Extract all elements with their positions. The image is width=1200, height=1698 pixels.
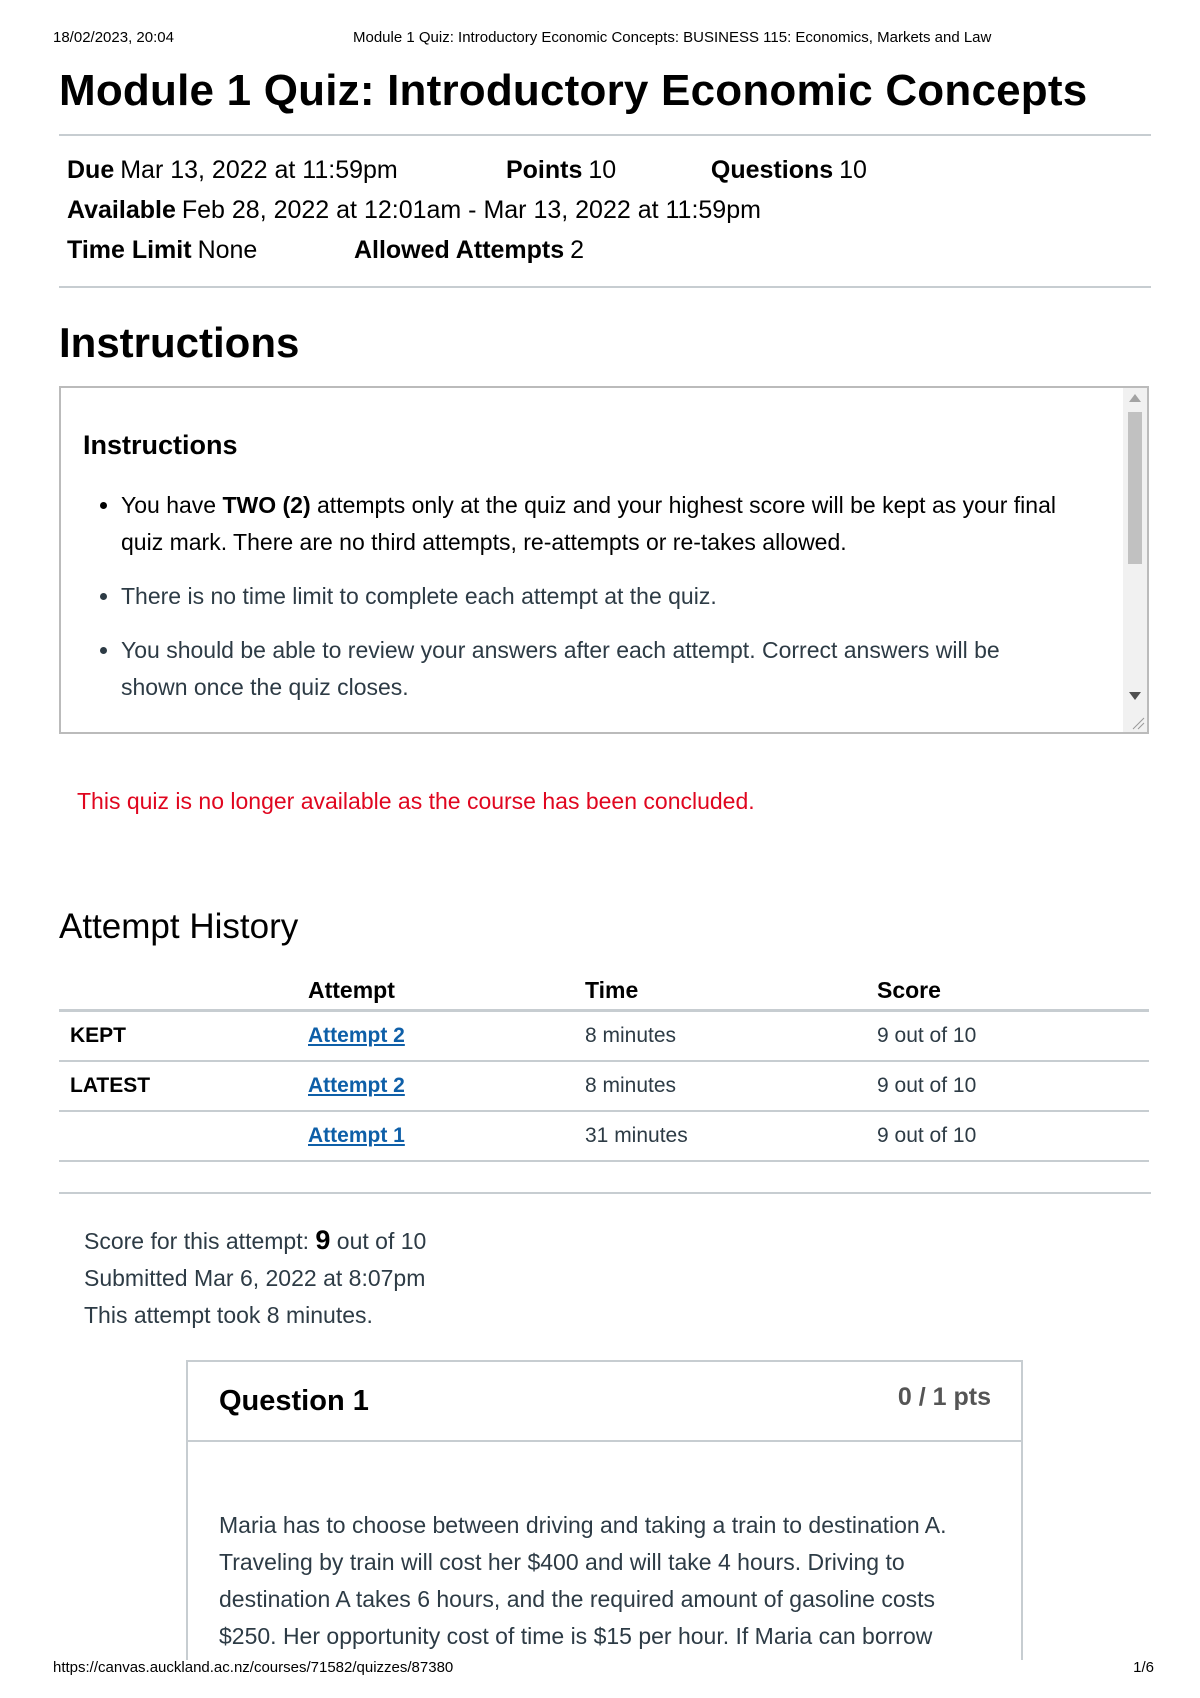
instruction-item: • You should be able to review your answers after each attempt. Correct answers will be shown once the quiz closes. — [121, 632, 1067, 706]
instructions-content — [61, 388, 1147, 706]
instructions-heading: Instructions — [59, 319, 300, 366]
attempt-duration: This attempt took 8 minutes. — [84, 1302, 373, 1328]
table-header-row — [59, 971, 1149, 1011]
scroll-down-icon[interactable] — [1129, 692, 1141, 700]
attempt-history-heading: Attempt History — [59, 907, 299, 946]
attempt-score: 9 out of 10 — [877, 1061, 1149, 1111]
quiz-unavailable-notice: This quiz is no longer available as the course has been concluded. — [77, 788, 755, 814]
attempt-link[interactable]: Attempt 2 — [308, 1074, 405, 1097]
instructions-box-heading: Instructions — [83, 430, 238, 460]
scroll-up-icon[interactable] — [1129, 394, 1141, 402]
attempt-score: 9 out of 10 — [877, 1111, 1149, 1161]
attempt-label — [59, 1111, 308, 1161]
print-page-number: 1/6 — [1133, 1659, 1154, 1676]
instructions-scrollbar[interactable] — [1123, 388, 1147, 732]
column-header: Time — [585, 971, 877, 1011]
print-footer — [53, 1659, 1154, 1676]
table-row — [59, 1111, 1149, 1161]
time-limit-detail: Time Limit None — [67, 236, 258, 264]
due-detail: Due Mar 13, 2022 at 11:59pm — [67, 156, 398, 184]
column-header: Attempt — [308, 971, 585, 1011]
resize-grip-icon[interactable] — [1129, 714, 1145, 730]
attempt-score-line: Score for this attempt: 9 out of 10 — [84, 1225, 427, 1255]
attempt-link[interactable]: Attempt 2 — [308, 1024, 405, 1047]
instructions-list — [83, 487, 1067, 706]
attempt-label: KEPT — [59, 1011, 308, 1062]
attempt-time: 8 minutes — [585, 1011, 877, 1062]
attempt-history-table — [59, 971, 1149, 1162]
question-card — [186, 1360, 1023, 1660]
attempt-label: LATEST — [59, 1061, 308, 1111]
points-detail: Points 10 — [505, 156, 617, 184]
instruction-item: • You have TWO (2) attempts only at the quiz and your highest score will be kept as your final quiz mark. There are no third attempts, re-attempts or re-takes allowed. — [121, 487, 1067, 561]
quiz-details — [59, 136, 1151, 286]
page-title: Module 1 Quiz: Introductory Economic Concepts — [59, 66, 1088, 115]
divider — [59, 286, 1151, 288]
divider — [59, 1192, 1151, 1194]
attempt-time: 8 minutes — [585, 1061, 877, 1111]
attempt-score: 9 out of 10 — [877, 1011, 1149, 1062]
column-header — [59, 971, 308, 1011]
scrollbar-thumb[interactable] — [1128, 412, 1142, 564]
print-url: https://canvas.auckland.ac.nz/courses/71582/quizzes/87380 — [53, 1659, 454, 1676]
questions-detail: Questions 10 — [710, 156, 867, 184]
table-row — [59, 1011, 1149, 1062]
allowed-attempts-detail: Allowed Attempts 2 — [353, 236, 585, 264]
instructions-box[interactable] — [59, 386, 1149, 734]
instruction-item: • There is no time limit to complete each attempt at the quiz. — [121, 578, 1067, 615]
print-page-title: Module 1 Quiz: Introductory Economic Concepts: BUSINESS 115: Economics, Markets and Law — [353, 29, 992, 46]
table-row — [59, 1061, 1149, 1111]
print-datetime: 18/02/2023, 20:04 — [53, 29, 174, 46]
question-points: 0 / 1 pts — [897, 1383, 991, 1411]
attempt-time: 31 minutes — [585, 1111, 877, 1161]
attempt-summary — [84, 1222, 1151, 1334]
attempt-link[interactable]: Attempt 1 — [308, 1124, 405, 1147]
quiz-content — [59, 60, 1151, 1660]
question-text: Maria has to choose between driving and taking a train to destination A. Traveling by train will cost her $400 and will take 4 hours. Driving to destination A takes 6 hours, and the required amount of gasoline costs $250. Her opportunity cost of time is $15 per hour. If Maria can borrow — [219, 1512, 947, 1649]
available-detail: Available Feb 28, 2022 at 12:01am - Mar 13, 2022 at 11:59pm — [67, 196, 761, 224]
column-header: Score — [877, 971, 1149, 1011]
submitted-time: Submitted Mar 6, 2022 at 8:07pm — [84, 1265, 426, 1291]
question-header — [188, 1362, 1021, 1442]
question-title: Question 1 — [219, 1385, 369, 1417]
